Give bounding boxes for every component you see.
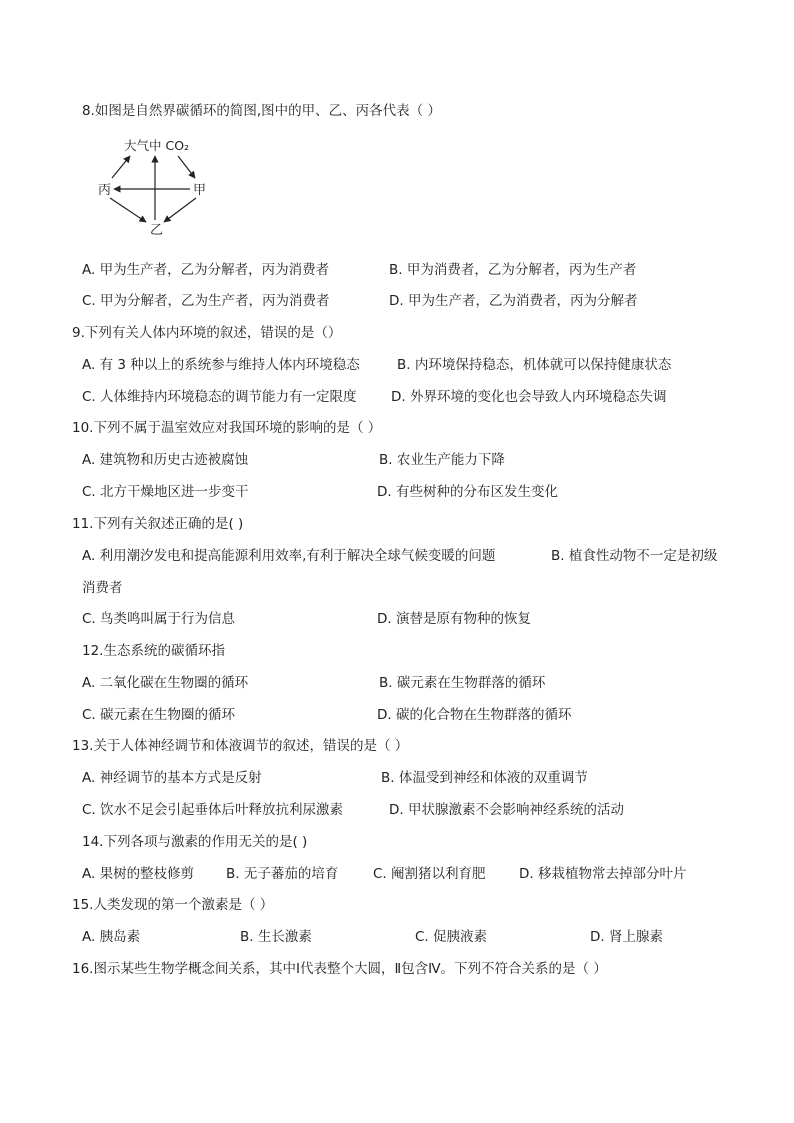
- q13-option-a[interactable]: A. 神经调节的基本方式是反射: [82, 770, 262, 786]
- diagram-label-yi: 乙: [150, 223, 164, 238]
- q11-option-d[interactable]: D. 演替是原有物种的恢复: [377, 611, 531, 627]
- diagram-label-bing: 丙: [98, 183, 112, 198]
- q14-option-b[interactable]: B. 无子蕃茄的培育: [226, 866, 339, 882]
- question-14-stem: 14.下列各项与激素的作用无关的是( ): [82, 834, 308, 850]
- arrow-bing-to-co2: [112, 156, 130, 178]
- q8-option-b[interactable]: B. 甲为消费者，乙为分解者，丙为生产者: [389, 262, 637, 278]
- q13-option-c[interactable]: C. 饮水不足会引起垂体后叶释放抗利尿激素: [82, 802, 344, 818]
- q14-option-d[interactable]: D. 移栽植物常去掉部分叶片: [519, 866, 687, 882]
- q12-option-d[interactable]: D. 碳的化合物在生物群落的循环: [377, 707, 572, 723]
- q9-option-d[interactable]: D. 外界环境的变化也会导致人内环境稳态失调: [391, 389, 667, 405]
- question-13-stem: 13.关于人体神经调节和体液调节的叙述，错误的是（ ）: [72, 738, 409, 754]
- q13-option-b[interactable]: B. 体温受到神经和体液的双重调节: [381, 770, 588, 786]
- q9-option-a[interactable]: A. 有 3 种以上的系统参与维持人体内环境稳态: [82, 357, 360, 373]
- q8-option-c[interactable]: C. 甲为分解者，乙为生产者，丙为消费者: [82, 293, 330, 309]
- q10-option-a[interactable]: A. 建筑物和历史古迹被腐蚀: [82, 452, 249, 468]
- q15-option-b[interactable]: B. 生长激素: [240, 929, 312, 945]
- question-16-stem: 16.图示某些生物学概念间关系，其中Ⅰ代表整个大圆，Ⅱ包含Ⅳ。下列不符合关系的是（ ）: [72, 961, 607, 977]
- arrow-bing-to-yi: [110, 198, 146, 222]
- diagram-label-co2: 大气中 CO₂: [124, 138, 190, 153]
- q14-option-c[interactable]: C. 阉割猪以利育肥: [373, 866, 486, 882]
- q13-option-d[interactable]: D. 甲状腺激素不会影响神经系统的活动: [389, 802, 624, 818]
- question-15-stem: 15.人类发现的第一个激素是（ ）: [72, 897, 274, 913]
- q15-option-d[interactable]: D. 肾上腺素: [590, 929, 663, 945]
- q12-option-b[interactable]: B. 碳元素在生物群落的循环: [379, 675, 546, 691]
- q10-option-c[interactable]: C. 北方干燥地区进一步变干: [82, 484, 249, 500]
- q9-option-c[interactable]: C. 人体维持内环境稳态的调节能力有一定限度: [82, 389, 357, 405]
- q15-option-a[interactable]: A. 胰岛素: [82, 929, 141, 945]
- question-11-stem: 11.下列有关叙述正确的是( ): [72, 516, 244, 532]
- q8-option-d[interactable]: D. 甲为生产者，乙为消费者，丙为分解者: [389, 293, 638, 309]
- arrow-co2-to-jia: [178, 156, 195, 178]
- q11-option-b[interactable]: B. 植食性动物不一定是初级: [551, 548, 718, 564]
- carbon-cycle-diagram: [92, 134, 222, 238]
- q11-option-b-continued: 消费者: [82, 580, 123, 596]
- q10-option-b[interactable]: B. 农业生产能力下降: [379, 452, 505, 468]
- q14-option-a[interactable]: A. 果树的整枝修剪: [82, 866, 195, 882]
- question-8-stem: 8.如图是自然界碳循环的简图,图中的甲、乙、丙各代表（ ）: [82, 103, 441, 119]
- q10-option-d[interactable]: D. 有些树种的分布区发生变化: [377, 484, 558, 500]
- q15-option-c[interactable]: C. 促胰液素: [415, 929, 488, 945]
- question-12-stem: 12.生态系统的碳循环指: [82, 643, 225, 659]
- diagram-label-jia: 甲: [193, 183, 207, 198]
- arrow-jia-to-yi: [164, 198, 196, 222]
- q9-option-b[interactable]: B. 内环境保持稳态，机体就可以保持健康状态: [397, 357, 672, 373]
- q12-option-c[interactable]: C. 碳元素在生物圈的循环: [82, 707, 236, 723]
- q11-option-c[interactable]: C. 鸟类鸣叫属于行为信息: [82, 611, 236, 627]
- q11-option-a[interactable]: A. 利用潮汐发电和提高能源利用效率,有利于解决全球气候变暖的问题: [82, 548, 496, 564]
- question-10-stem: 10.下列不属于温室效应对我国环境的影响的是（ ）: [72, 420, 382, 436]
- q8-option-a[interactable]: A. 甲为生产者，乙为分解者，丙为消费者: [82, 262, 330, 278]
- q12-option-a[interactable]: A. 二氧化碳在生物圈的循环: [82, 675, 249, 691]
- question-9-stem: 9.下列有关人体内环境的叙述，错误的是（）: [72, 325, 342, 341]
